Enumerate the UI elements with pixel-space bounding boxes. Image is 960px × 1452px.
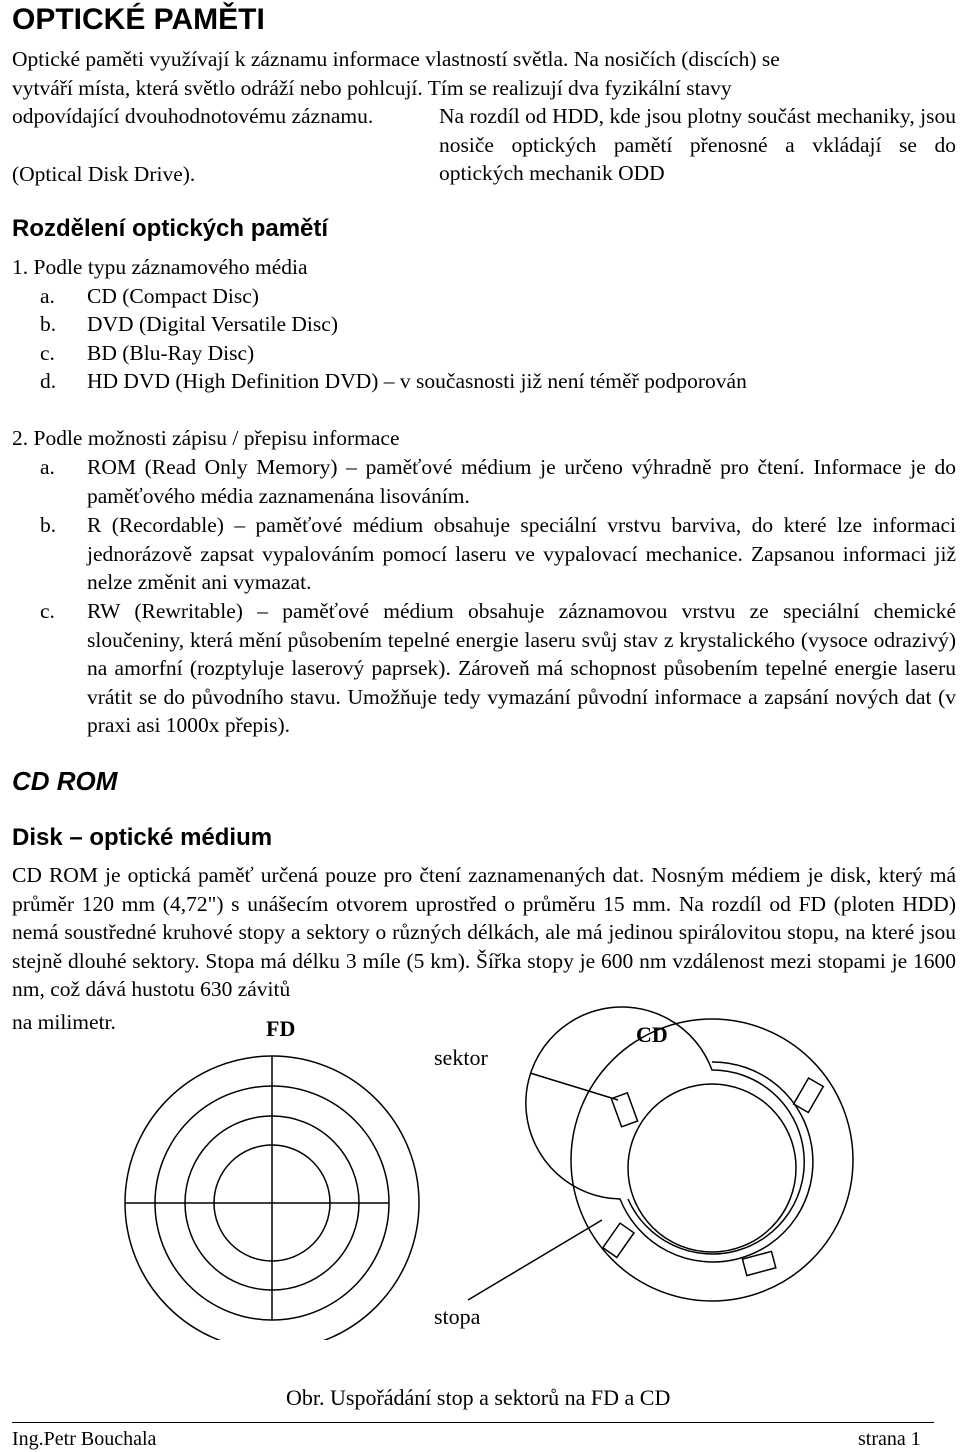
- footer-author: Ing.Petr Bouchala: [12, 1428, 157, 1450]
- disk-figure: [0, 1000, 960, 1340]
- list-text: RW (Rewritable) – paměťové médium obsahuje záznamovou vrstvu ze speciální chemické sloučeniny, která mění působením tepelné energie laseru svůj stav z krystalického (vysoce odrazivý) na amorfní (rozptyluje laserový paprsek). Zároveň má schopnost působením tepelné energie laseru vrátit se do původního stavu. Umožňuje tedy vymazání původní informace a zapsání nových dat (v praxi asi 1000x přepis).: [87, 599, 956, 737]
- list-text: HD DVD (High Definition DVD) – v současnosti již není téměř podporován: [87, 369, 747, 393]
- list-text: DVD (Digital Versatile Disc): [87, 312, 338, 336]
- list-marker: c.: [40, 599, 55, 623]
- list-text: BD (Blu-Ray Disc): [87, 341, 255, 365]
- list-marker: d.: [40, 369, 57, 393]
- footer-divider: [12, 1422, 934, 1423]
- section-heading-division: Rozdělení optických pamětí: [12, 215, 329, 242]
- cd-sector: [794, 1078, 824, 1112]
- cd-inner-circle: [628, 1084, 796, 1252]
- fd-diagram: [125, 1056, 419, 1340]
- list-text: CD (Compact Disc): [87, 284, 259, 308]
- group-title-media: 1. Podle typu záznamového média: [12, 255, 308, 279]
- list-text: ROM (Read Only Memory) – paměťové médium je určeno výhradně pro čtení. Informace je do paměťového média zaznamenána lisováním.: [87, 455, 956, 508]
- list-marker: a.: [40, 284, 55, 308]
- cdrom-text-tail: na milimetr.: [12, 1010, 116, 1034]
- label-fd: FD: [266, 1016, 296, 1041]
- list-marker: b.: [40, 312, 57, 336]
- cd-diagram: [468, 1007, 853, 1301]
- intro-line-1: Optické paměti využívají k záznamu informace vlastností světla. Na nosičích (discích) se: [12, 47, 780, 71]
- footer-page-number: strana 1: [858, 1428, 921, 1450]
- group-title-write: 2. Podle možnosti zápisu / přepisu informace: [12, 426, 400, 450]
- label-sektor: sektor: [434, 1045, 488, 1070]
- figure-caption: Obr. Uspořádání stop a sektorů na FD a CD: [286, 1385, 671, 1410]
- section-heading-cdrom: CD ROM: [12, 766, 118, 796]
- page-title: OPTICKÉ PAMĚTI: [12, 3, 265, 36]
- label-cd: CD: [636, 1022, 668, 1047]
- intro-tail: (Optical Disk Drive).: [12, 162, 196, 186]
- cd-sector: [742, 1251, 775, 1275]
- cd-sector: [611, 1093, 637, 1127]
- list-marker: c.: [40, 341, 55, 365]
- intro-line-3: odpovídající dvouhodnotovému záznamu.: [12, 104, 374, 128]
- sektor-pointer: [530, 1073, 618, 1100]
- subheading-disk: Disk – optické médium: [12, 824, 273, 851]
- cd-sector: [603, 1223, 634, 1257]
- stopa-pointer: [468, 1220, 602, 1300]
- intro-continuation: Na rozdíl od HDD, kde jsou plotny součást mechaniky, jsou nosiče optických pamětí přenosné a vkládají se do optických mechanik ODD: [439, 104, 956, 185]
- list-marker: b.: [40, 513, 57, 537]
- cd-spiral-track: [526, 1007, 813, 1262]
- cdrom-text: CD ROM je optická paměť určená pouze pro čtení zaznamenaných dat. Nosným médiem je disk, který má průměr 120 mm (4,72") s unášecím otvorem uprostřed o průměru 15 mm. Na rozdíl od FD (ploten HDD) nemá soustředné kruhové stopy a sektory o různých délkách, ale má jedinou spirálovitou stopu, na které jsou stejně dlouhé sektory. Stopa má délku 3 míle (5 km). Šířka stopy je 600 nm vzdálenost mezi stopami je 1600 nm, což dává hustotu 630 závitů: [12, 863, 956, 1001]
- list-marker: a.: [40, 455, 55, 479]
- list-text: R (Recordable) – paměťové médium obsahuje speciální vrstvu barviva, do které lze informaci jednorázově zapsat vypalováním pomocí laseru ve vypalovací mechanice. Zapsanou informaci již nelze změnit ani vymazat.: [87, 513, 956, 594]
- label-stopa: stopa: [434, 1304, 481, 1329]
- intro-line-2: vytváří místa, která světlo odráží nebo pohlcují. Tím se realizují dva fyzikální stavy: [12, 76, 732, 100]
